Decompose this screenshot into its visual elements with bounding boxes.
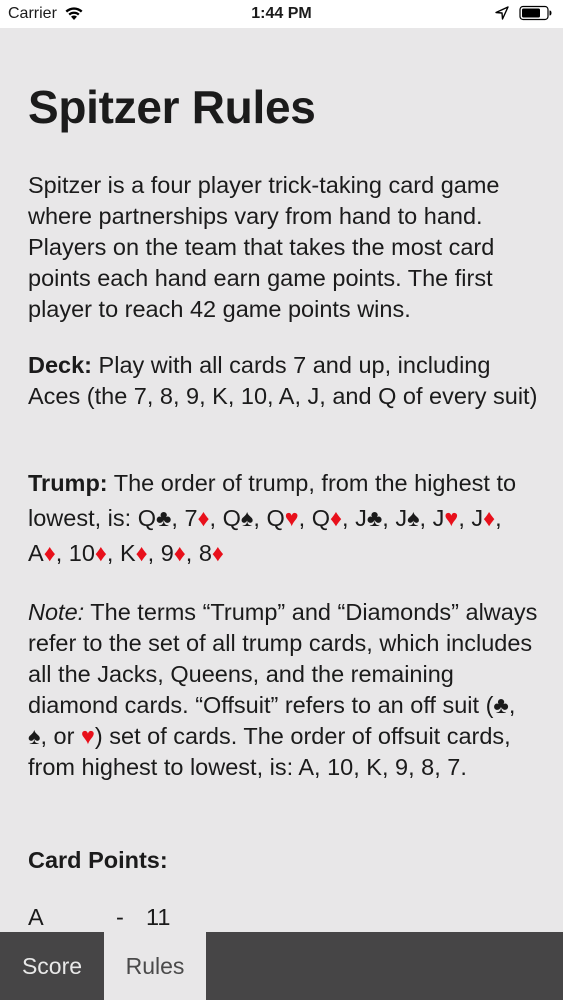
card-points-value: 11 [146, 904, 171, 930]
card-suit-icon: ♦ [43, 540, 56, 566]
trump-card [199, 540, 224, 566]
trump-card [355, 505, 382, 531]
card-points-heading: Card Points: [28, 847, 168, 873]
note-separator: , [508, 692, 516, 718]
trump-text: The order of trump, from the highest to lowest, is: [28, 470, 517, 531]
battery-icon [519, 5, 553, 21]
trump-card [266, 505, 298, 531]
card-suit-icon: ♠ [240, 505, 254, 531]
card-suit-icon: ♦ [135, 540, 148, 566]
tab-score[interactable]: Score [21, 953, 83, 979]
page-title: Spitzer Rules [28, 81, 316, 133]
card-rank: Q [137, 505, 156, 531]
card-points-rank: A [28, 904, 44, 930]
status-bar [0, 0, 563, 28]
rules-content[interactable] [0, 28, 563, 932]
card-rank: A [28, 540, 44, 566]
note-text-1: The terms “Trump” and “Diamonds” always refer to the set of all trump cards, which includes all the Jacks, Queens, and the remaining diamond cards. “Offsuit” refers to an off suit ( [28, 599, 538, 718]
trump-card [433, 505, 459, 531]
trump-card [223, 505, 254, 531]
status-time: 1:44 PM [251, 5, 312, 22]
card-suit-icon: ♦ [211, 540, 224, 566]
card-suit-icon: ♥ [284, 505, 299, 531]
trump-card [471, 505, 495, 531]
heart-suit-icon: ♥ [80, 723, 95, 749]
club-suit-icon: ♣ [493, 692, 509, 718]
card-rank: 7 [184, 505, 198, 531]
card-rank: 10 [68, 540, 95, 566]
trump-card [138, 505, 172, 531]
spade-suit-icon: ♠ [28, 723, 41, 749]
deck-paragraph [28, 350, 538, 412]
note-separator: , or [40, 723, 81, 749]
card-rank: Q [266, 505, 285, 531]
card-suit-icon: ♠ [407, 505, 420, 531]
tab-rules[interactable]: Rules [104, 932, 206, 1000]
card-rank: J [355, 505, 367, 531]
trump-paragraph [28, 466, 538, 571]
card-suit-icon: ♦ [173, 540, 186, 566]
intro-paragraph: Spitzer is a four player trick-taking card game where partnerships vary from hand to hand. Players on the team that takes the most card points each hand earn game points. The first player to reach 42 game points wins. [28, 172, 500, 322]
carrier-label: Carrier [8, 5, 57, 22]
trump-card [161, 540, 186, 566]
card-rank: J [432, 505, 445, 531]
trump-card-list: Q♣, 7♦, Q♠, Q♥, Q♦, J♣, J♠, J♥, J♦, A♦, 10♦, K♦, 9♦, 8♦ [28, 505, 502, 566]
card-rank: J [471, 505, 484, 531]
note-text-2: ) set of cards. The order of offsuit cards, from highest to lowest, is: A, 10, K, 9, 8, 7. [28, 723, 511, 780]
card-rank: J [395, 505, 408, 531]
card-rank: 9 [160, 540, 174, 566]
trump-card [184, 505, 209, 531]
card-rank: 8 [198, 540, 212, 566]
deck-label: Deck: [28, 352, 93, 378]
trump-card [395, 505, 419, 531]
location-icon [495, 6, 509, 20]
deck-text: Play with all cards 7 and up, including Aces (the 7, 8, 9, K, 10, A, J, and Q of every suit) [28, 352, 538, 409]
card-rank: Q [311, 505, 331, 531]
card-suit-icon: ♥ [444, 505, 459, 531]
card-suit-icon: ♣ [366, 505, 383, 531]
card-suit-icon: ♦ [197, 505, 210, 531]
trump-label: Trump: [28, 470, 108, 496]
tab-bar [0, 932, 563, 1000]
status-right [495, 5, 553, 21]
card-rank: K [119, 540, 136, 566]
note-paragraph [28, 597, 538, 783]
card-suit-icon: ♦ [330, 505, 343, 531]
card-rank: Q [222, 505, 241, 531]
card-points-dash: - [116, 904, 124, 930]
trump-card [28, 540, 56, 566]
note-label: Note: [28, 599, 85, 625]
trump-card [120, 540, 148, 566]
card-suit-icon: ♦ [94, 540, 107, 566]
trump-card [312, 505, 342, 531]
card-suit-icon: ♣ [155, 505, 172, 531]
card-suit-icon: ♦ [483, 505, 496, 531]
trump-card [69, 540, 107, 566]
